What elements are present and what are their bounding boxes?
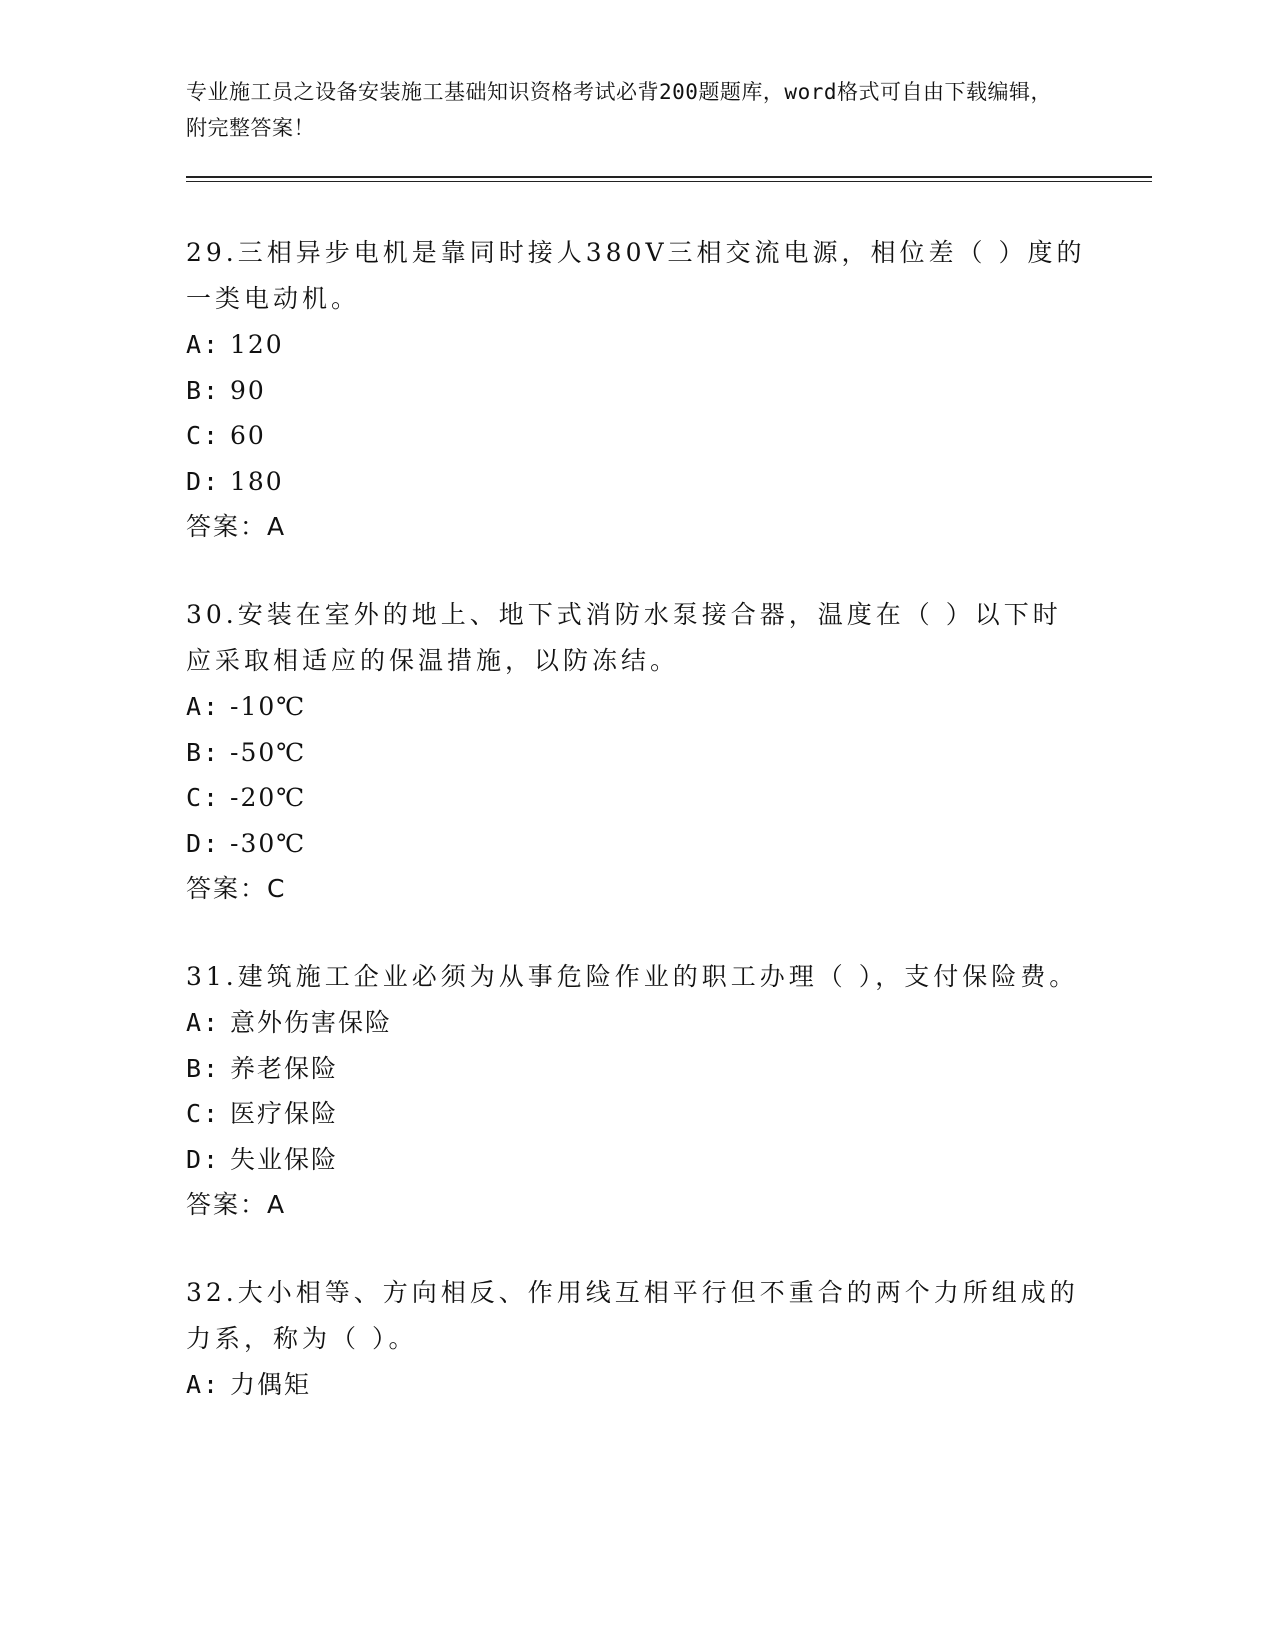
option-a — [186, 1000, 1086, 1046]
option-letter: B: — [186, 1053, 221, 1083]
question-stem: 30.安装在室外的地上、地下式消防水泵接合器，温度在（ ）以下时应采取相适应的保温措施，以防冻结。 — [186, 600, 1062, 675]
option-a — [186, 322, 1086, 368]
question-stem: 29.三相异步电机是靠同时接人380V三相交流电源，相位差（ ）度的一类电动机。 — [186, 238, 1086, 313]
document-header — [186, 74, 1066, 146]
option-text: 医疗保险 — [230, 1099, 339, 1128]
answer-line: 答案：A — [186, 1190, 287, 1219]
option-text: 意外伤害保险 — [230, 1008, 393, 1037]
option-letter: A: — [186, 692, 221, 721]
option-text: 养老保险 — [230, 1053, 339, 1083]
option-text: 90 — [230, 375, 266, 405]
option-list — [186, 1362, 1086, 1408]
option-list — [186, 1000, 1086, 1182]
option-a — [186, 684, 1086, 730]
option-letter: B: — [186, 737, 221, 767]
option-c — [186, 775, 1086, 821]
option-c — [186, 1091, 1086, 1137]
question-stem: 32.大小相等、方向相反、作用线互相平行但不重合的两个力所组成的力系，称为（ ）。 — [186, 1278, 1079, 1353]
option-letter: C: — [186, 421, 221, 450]
option-text: -10℃ — [230, 692, 307, 721]
question-30 — [186, 592, 1086, 912]
option-letter: D: — [186, 466, 221, 496]
option-text: -30℃ — [230, 828, 307, 858]
question-29 — [186, 230, 1086, 550]
option-letter: D: — [186, 828, 221, 858]
question-list — [186, 230, 1086, 1450]
answer-line: 答案：C — [186, 874, 287, 903]
option-letter: B: — [186, 375, 221, 405]
option-a — [186, 1362, 1086, 1408]
question-31 — [186, 954, 1086, 1228]
option-b — [186, 1046, 1086, 1092]
question-32 — [186, 1270, 1086, 1408]
option-letter: C: — [186, 1099, 221, 1128]
header-divider — [186, 176, 1152, 182]
option-letter: A: — [186, 330, 221, 359]
option-text: 失业保险 — [230, 1144, 339, 1174]
option-text: 120 — [230, 330, 284, 359]
option-d — [186, 459, 1086, 505]
option-text: 60 — [230, 421, 266, 450]
option-letter: A: — [186, 1370, 221, 1399]
option-d — [186, 821, 1086, 867]
option-text: -50℃ — [230, 737, 307, 767]
option-b — [186, 368, 1086, 414]
option-c — [186, 413, 1086, 459]
answer-line: 答案：A — [186, 512, 287, 541]
option-d — [186, 1137, 1086, 1183]
option-letter: D: — [186, 1144, 221, 1174]
option-text: -20℃ — [230, 783, 307, 812]
option-text: 力偶矩 — [230, 1370, 312, 1399]
header-title: 专业施工员之设备安装施工基础知识资格考试必背200题题库，word格式可自由下载编辑，附完整答案！ — [186, 80, 1052, 140]
option-letter: C: — [186, 783, 221, 812]
option-text: 180 — [230, 466, 284, 496]
option-b — [186, 730, 1086, 776]
question-stem: 31.建筑施工企业必须为从事危险作业的职工办理（ ），支付保险费。 — [186, 962, 1079, 991]
option-letter: A: — [186, 1008, 221, 1037]
option-list — [186, 322, 1086, 504]
option-list — [186, 684, 1086, 866]
